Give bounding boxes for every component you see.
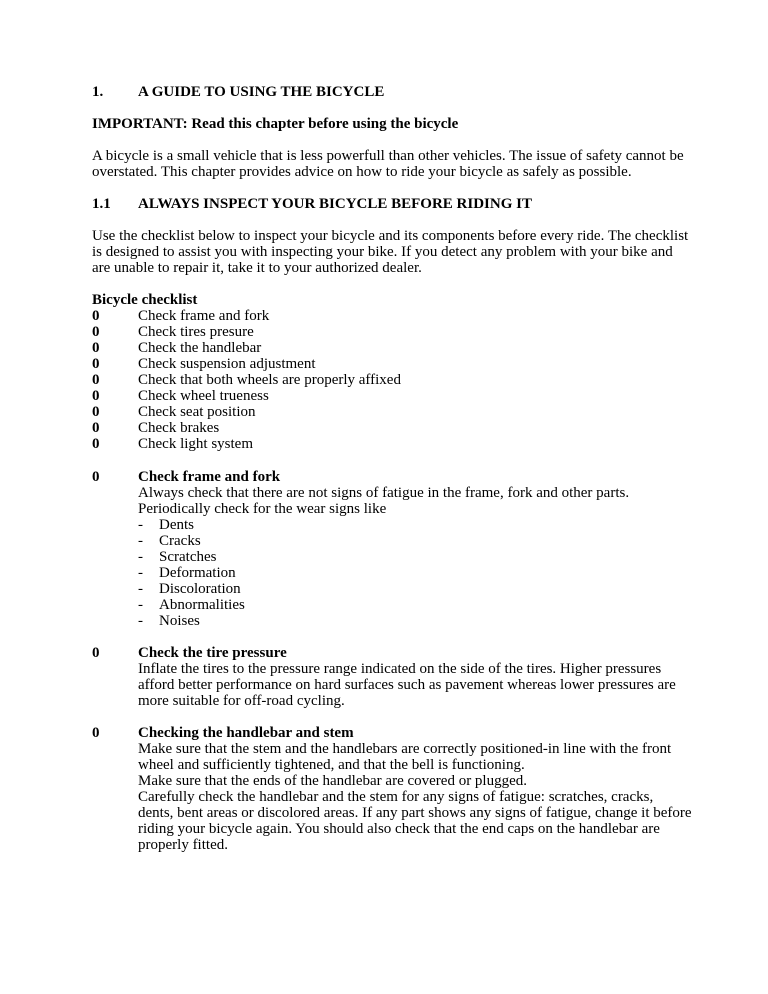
checklist-item [92,404,692,420]
wear-sign-item [138,581,629,597]
tire-section [92,645,692,709]
checklist-item-label: Check brakes [138,420,220,436]
checklist-item [92,436,692,452]
checklist-item [92,324,692,340]
handlebar-section [92,725,692,853]
checklist-item [92,372,692,388]
checklist-bullet: 0 [92,340,100,356]
frame-text-2: Periodically check for the wear signs like [138,501,387,517]
dash-bullet: - [138,613,143,629]
wear-sign-item [138,565,629,581]
tire-title: Check the tire pressure [138,645,287,661]
dash-bullet: - [138,533,143,549]
chapter-heading [92,84,692,100]
frame-text-1: Always check that there are not signs of fatigue in the frame, fork and other parts. [138,485,630,501]
checklist-item-label: Check the handlebar [138,340,262,356]
checklist-item [92,308,692,324]
wear-sign-label: Abnormalities [159,597,245,613]
wear-sign-label: Scratches [159,549,217,565]
checklist-item [92,420,692,436]
checklist-item-label: Check wheel trueness [138,388,269,404]
checklist-item-label: Check light system [138,436,253,452]
handlebar-text-3: Carefully check the handlebar and the stem for any signs of fatigue: scratches, cracks, dents, bent areas or discolored areas. If any part shows any signs of fatigue, change it before riding your bicycle again. You should also check that the end caps on the handlebar are properly fitted. [138,789,692,853]
handlebar-text-2: Make sure that the ends of the handlebar are covered or plugged. [138,773,528,789]
wear-sign-label: Discoloration [159,581,241,597]
intro-paragraph: A bicycle is a small vehicle that is less powerfull than other vehicles. The issue of safety cannot be overstated. This chapter provides advice on how to ride your bicycle as safely as possible. [92,148,684,180]
wear-sign-item [138,613,629,629]
important-notice: IMPORTANT: Read this chapter before using the bicycle [92,116,459,132]
bicycle-checklist [92,292,692,452]
wear-sign-label: Dents [159,517,194,533]
checklist-item-label: Check tires presure [138,324,254,340]
checklist-items [92,308,692,452]
handlebar-title: Checking the handlebar and stem [138,725,354,741]
frame-bullet: 0 [92,469,100,485]
checklist-item-label: Check suspension adjustment [138,356,316,372]
checklist-bullet: 0 [92,420,100,436]
checklist-bullet: 0 [92,356,100,372]
wear-sign-item [138,517,629,533]
dash-bullet: - [138,549,143,565]
handlebar-bullet: 0 [92,725,100,741]
checklist-item-label: Check frame and fork [138,308,270,324]
checklist-item [92,388,692,404]
dash-bullet: - [138,597,143,613]
dash-bullet: - [138,517,143,533]
dash-bullet: - [138,581,143,597]
checklist-bullet: 0 [92,436,100,452]
handlebar-text-1: Make sure that the stem and the handlebars are correctly positioned-in line with the front wheel and sufficiently tightened, and that the bell is functioning. [138,741,672,773]
checklist-title: Bicycle checklist [92,292,198,308]
checklist-bullet: 0 [92,308,100,324]
checklist-bullet: 0 [92,388,100,404]
wear-sign-item [138,533,629,549]
dash-bullet: - [138,565,143,581]
wear-sign-label: Cracks [159,533,201,549]
frame-section [92,469,692,629]
checklist-bullet: 0 [92,404,100,420]
checklist-item-label: Check that both wheels are properly affixed [138,372,401,388]
wear-sign-label: Deformation [159,565,236,581]
frame-title: Check frame and fork [138,469,281,485]
wear-signs-list [138,517,629,629]
document-page [92,84,692,869]
section-paragraph: Use the checklist below to inspect your bicycle and its components before every ride. The checklist is designed to assist you with inspecting your bike. If you detect any problem with your bike and are unable to repair it, take it to your authorized dealer. [92,228,689,276]
checklist-bullet: 0 [92,324,100,340]
wear-sign-label: Noises [159,613,200,629]
checklist-bullet: 0 [92,372,100,388]
section-title: ALWAYS INSPECT YOUR BICYCLE BEFORE RIDING IT [138,196,532,212]
wear-sign-item [138,549,629,565]
wear-sign-item [138,597,629,613]
chapter-number: 1. [92,84,104,100]
checklist-item [92,340,692,356]
tire-bullet: 0 [92,645,100,661]
section-number: 1.1 [92,196,111,212]
checklist-item [92,356,692,372]
tire-text: Inflate the tires to the pressure range indicated on the side of the tires. Higher pressures afford better performance on hard surfaces such as pavement whereas lower pressures are more suitable for off-road cycling. [138,661,676,709]
checklist-item-label: Check seat position [138,404,256,420]
chapter-title: A GUIDE TO USING THE BICYCLE [138,84,385,100]
section-heading [92,196,692,212]
